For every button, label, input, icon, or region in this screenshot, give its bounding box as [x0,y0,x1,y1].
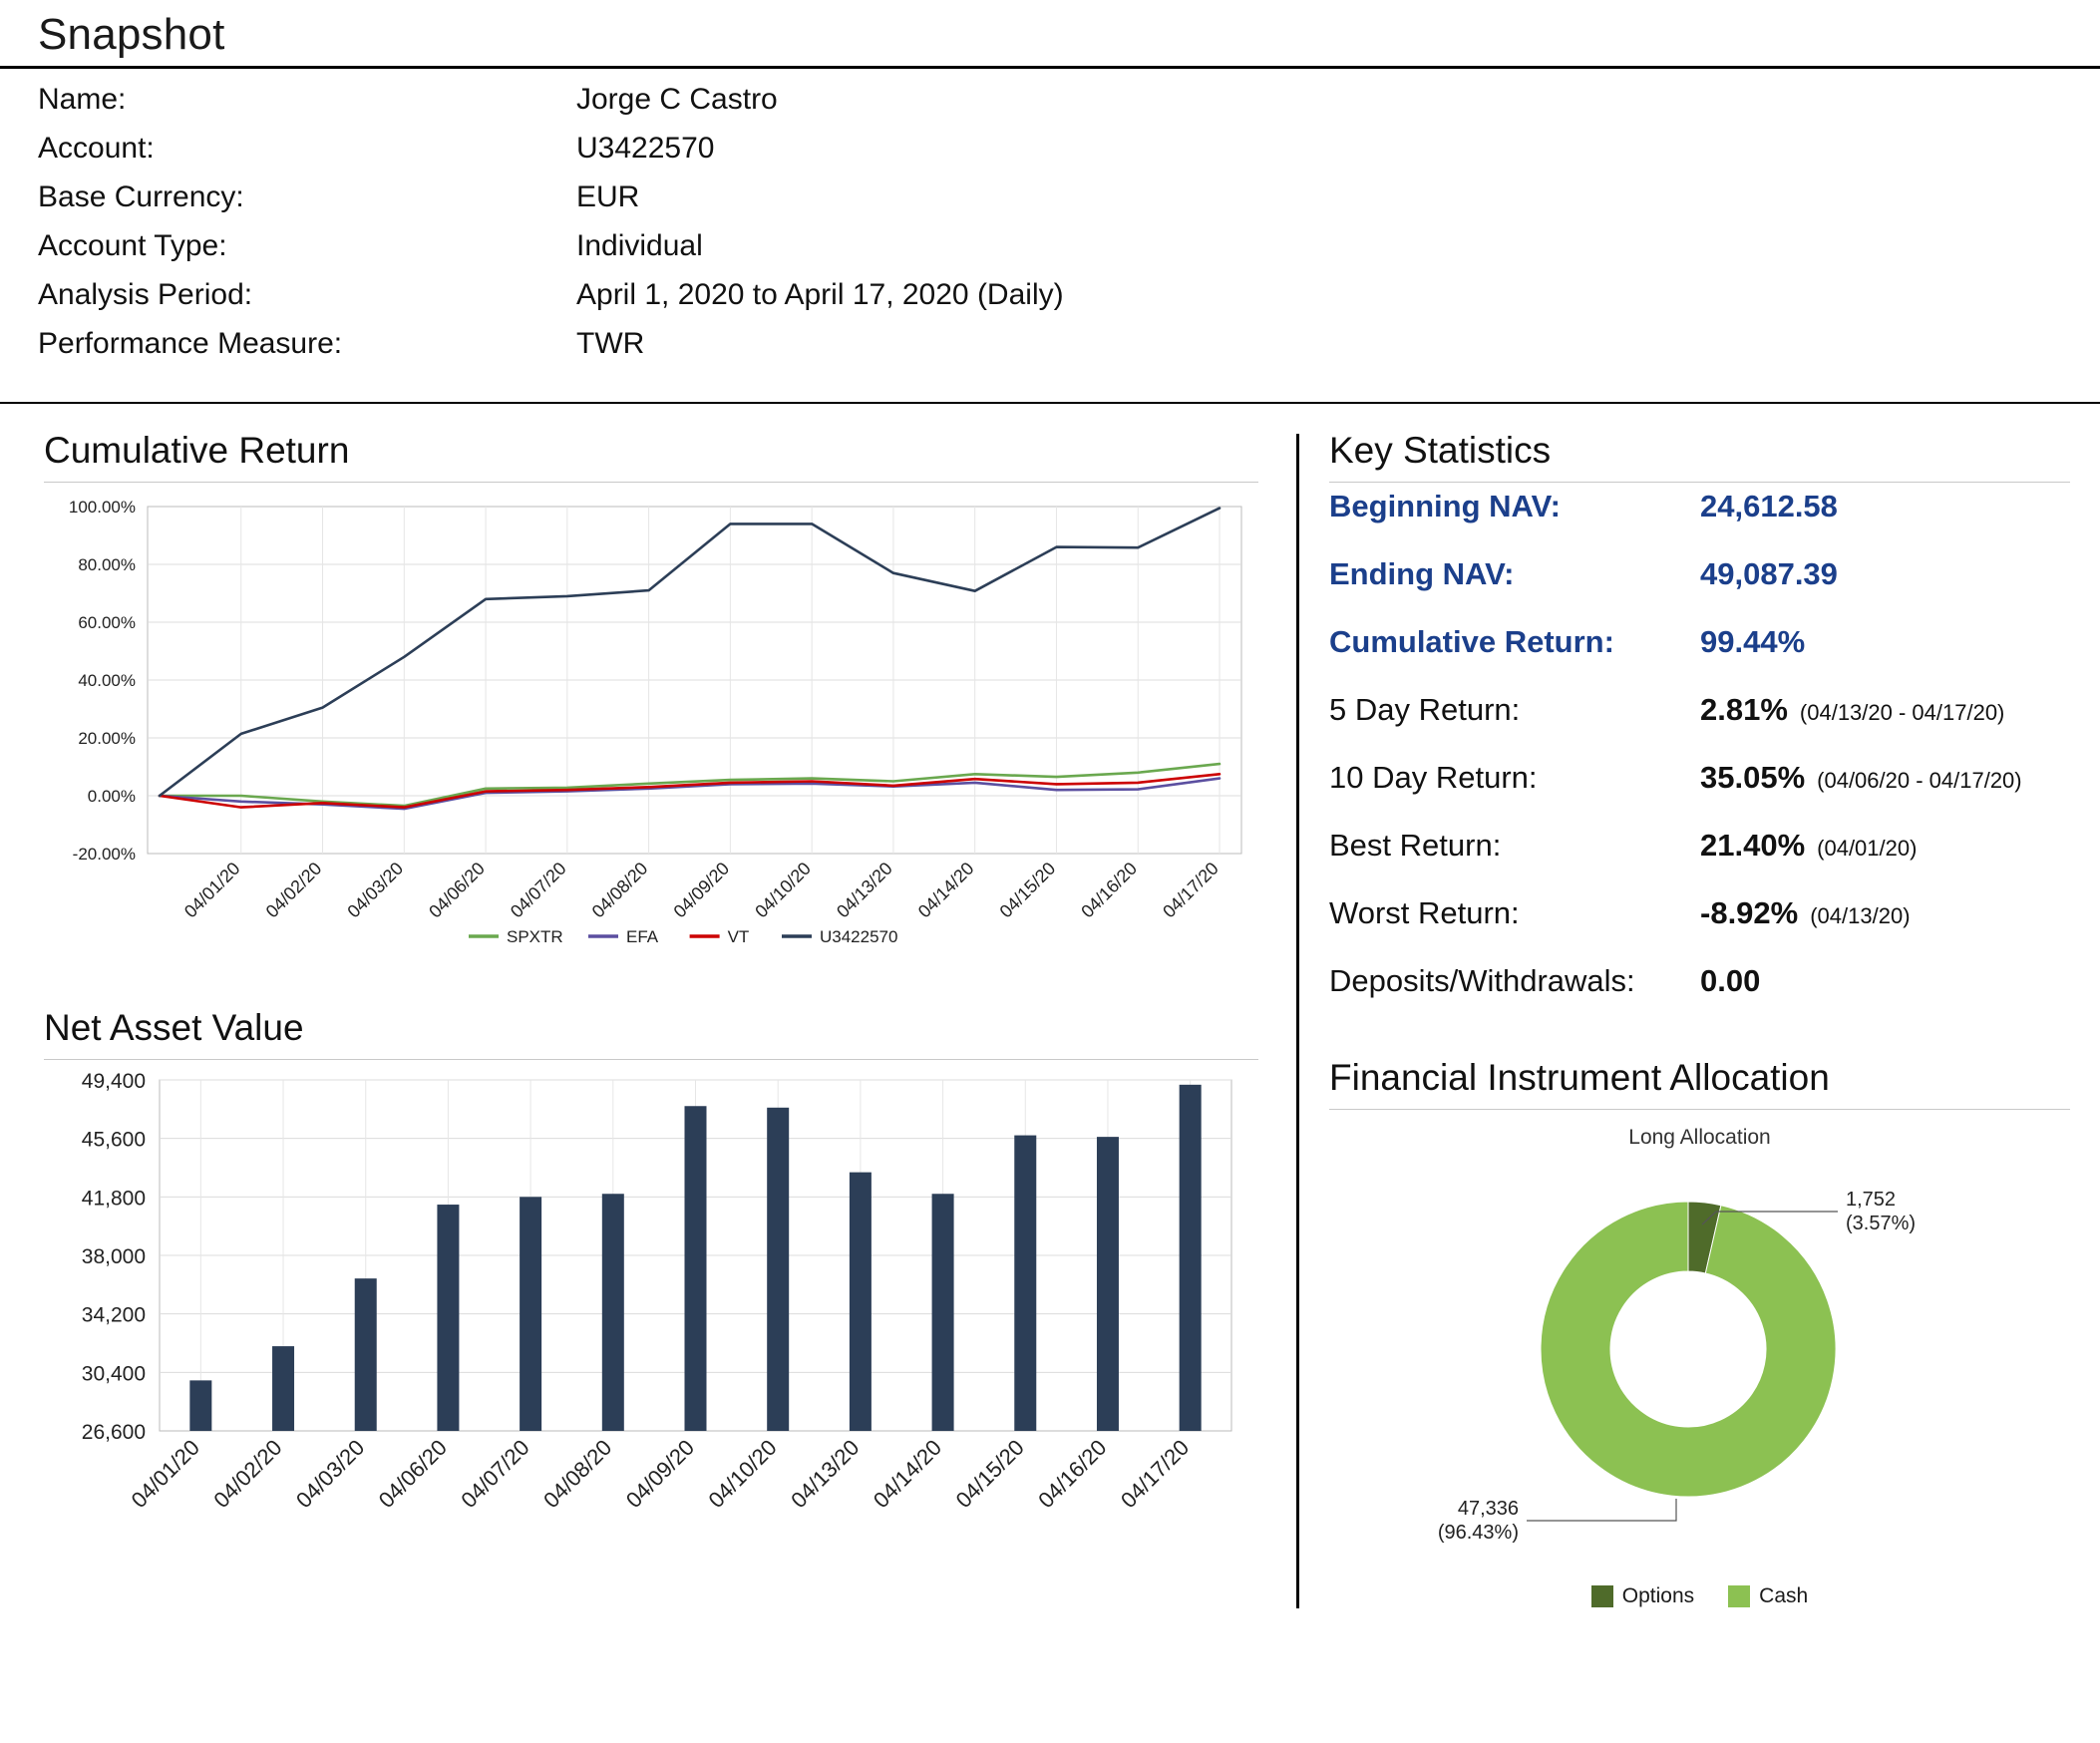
stat-value: 35.05% [1700,760,1806,795]
svg-text:04/01/20: 04/01/20 [179,858,244,922]
svg-text:04/06/20: 04/06/20 [373,1434,452,1514]
allocation-donut [1299,1150,2100,1578]
stat-label: 5 Day Return: [1329,692,1521,727]
svg-text:-20.00%: -20.00% [72,845,136,864]
info-value: TWR [576,327,645,360]
donut-legend-item-options [1591,1584,1694,1608]
svg-text:VT: VT [727,927,750,946]
right-column [1299,404,2100,1608]
stat-note: (04/06/20 - 04/17/20) [1817,768,2022,793]
stat-label: Deposits/Withdrawals: [1329,963,1635,998]
info-row-analysis-period [38,278,2100,327]
svg-text:(96.43%): (96.43%) [1437,1522,1519,1544]
stat-row [1329,556,2100,624]
svg-text:30,400: 30,400 [81,1362,146,1386]
svg-text:U3422570: U3422570 [820,927,898,946]
net-asset-value-chart [0,1060,1296,1569]
legend-label-cash: Cash [1759,1584,1809,1607]
svg-text:EFA: EFA [626,927,659,946]
svg-text:04/10/20: 04/10/20 [703,1434,782,1514]
svg-text:20.00%: 20.00% [78,729,136,748]
net-asset-value-title: Net Asset Value [44,1007,304,1048]
stat-row [1329,692,2100,760]
info-value: Jorge C Castro [576,83,778,116]
svg-text:04/03/20: 04/03/20 [291,1434,370,1514]
stat-label: 10 Day Return: [1329,760,1538,795]
info-row-name [38,83,2100,132]
info-label: Base Currency: [38,180,244,213]
svg-text:34,200: 34,200 [81,1303,146,1327]
cumulative-return-title: Cumulative Return [44,430,350,471]
info-label: Account Type: [38,229,227,262]
stat-value: -8.92% [1700,895,1799,930]
svg-text:60.00%: 60.00% [78,613,136,632]
info-row-account-type [38,229,2100,278]
info-row-performance-measure [38,327,2100,376]
svg-text:45,600: 45,600 [81,1128,146,1152]
svg-text:04/06/20: 04/06/20 [425,858,489,922]
info-value: April 1, 2020 to April 17, 2020 (Daily) [576,278,1064,311]
svg-text:04/07/20: 04/07/20 [456,1434,534,1514]
stat-row [1329,963,2100,1031]
legend-label-options: Options [1621,1584,1695,1607]
stat-label: Beginning NAV: [1329,489,1561,523]
svg-text:04/09/20: 04/09/20 [620,1434,700,1514]
svg-text:04/10/20: 04/10/20 [751,858,815,922]
stat-value: 24,612.58 [1700,489,1838,523]
stat-row [1329,895,2100,963]
stat-row [1329,760,2100,828]
svg-text:04/02/20: 04/02/20 [261,858,326,922]
stat-note: (04/13/20) [1810,903,1911,928]
svg-text:04/08/20: 04/08/20 [587,858,652,922]
stat-value: 2.81% [1700,692,1788,727]
report-body [0,404,2100,1608]
legend-swatch-cash [1728,1585,1750,1607]
account-info-block [0,69,2100,402]
stat-label: Worst Return: [1329,895,1520,930]
stat-value: 49,087.39 [1700,556,1838,591]
stat-row [1329,828,2100,895]
stat-note: (04/13/20 - 04/17/20) [1799,700,2005,725]
svg-text:04/09/20: 04/09/20 [669,858,734,922]
svg-text:47,336: 47,336 [1457,1498,1519,1520]
left-column [0,404,1296,1608]
allocation-donut-svg [1299,1150,2077,1578]
stat-label: Best Return: [1329,828,1502,863]
svg-text:100.00%: 100.00% [68,498,136,517]
stat-value: 21.40% [1700,828,1806,863]
svg-text:38,000: 38,000 [81,1245,146,1268]
info-label: Performance Measure: [38,327,343,360]
svg-text:0.00%: 0.00% [87,787,136,806]
allocation-title: Financial Instrument Allocation [1329,1057,1830,1098]
svg-text:04/13/20: 04/13/20 [786,1434,865,1514]
svg-text:04/17/20: 04/17/20 [1115,1434,1195,1514]
info-value: EUR [576,180,640,213]
svg-text:04/16/20: 04/16/20 [1077,858,1142,922]
svg-text:(3.57%): (3.57%) [1846,1213,1917,1234]
info-row-account [38,132,2100,180]
svg-text:04/15/20: 04/15/20 [950,1434,1029,1514]
info-label: Name: [38,83,127,116]
stat-label: Cumulative Return: [1329,624,1614,659]
stat-value: 99.44% [1700,624,1806,659]
page-title: Snapshot [38,10,225,59]
svg-text:SPXTR: SPXTR [507,927,563,946]
key-statistics-list [1299,483,2100,1031]
legend-swatch-options [1591,1585,1613,1607]
svg-text:04/02/20: 04/02/20 [208,1434,287,1514]
stat-value: 0.00 [1700,963,1761,998]
donut-legend [1299,1584,2100,1608]
stat-row [1329,489,2100,556]
svg-text:1,752: 1,752 [1846,1189,1897,1211]
svg-text:49,400: 49,400 [81,1070,146,1093]
stat-row [1329,624,2100,692]
svg-text:04/14/20: 04/14/20 [913,858,978,922]
net-asset-value-svg [0,1060,1296,1569]
svg-text:04/08/20: 04/08/20 [538,1434,617,1514]
svg-text:04/14/20: 04/14/20 [868,1434,947,1514]
info-label: Account: [38,132,155,165]
info-value: Individual [576,229,703,262]
svg-text:04/13/20: 04/13/20 [833,858,896,922]
info-row-base-currency [38,180,2100,229]
svg-text:04/07/20: 04/07/20 [506,858,570,922]
donut-legend-item-cash [1728,1584,1808,1608]
svg-text:04/16/20: 04/16/20 [1033,1434,1112,1514]
svg-text:80.00%: 80.00% [78,555,136,574]
key-statistics-title: Key Statistics [1329,430,1552,471]
donut-subtitle: Long Allocation [1628,1126,1771,1149]
stat-note: (04/01/20) [1817,836,1918,861]
svg-text:40.00%: 40.00% [78,671,136,690]
svg-text:41,800: 41,800 [81,1187,146,1211]
info-label: Analysis Period: [38,278,253,311]
cumulative-return-chart [0,483,1296,981]
info-value: U3422570 [576,132,715,165]
svg-text:04/17/20: 04/17/20 [1159,858,1223,922]
svg-text:04/15/20: 04/15/20 [995,858,1060,922]
stat-label: Ending NAV: [1329,556,1515,591]
cumulative-return-svg [0,483,1296,981]
svg-text:26,600: 26,600 [81,1421,146,1444]
svg-text:04/01/20: 04/01/20 [126,1434,204,1514]
svg-text:04/03/20: 04/03/20 [343,858,408,922]
